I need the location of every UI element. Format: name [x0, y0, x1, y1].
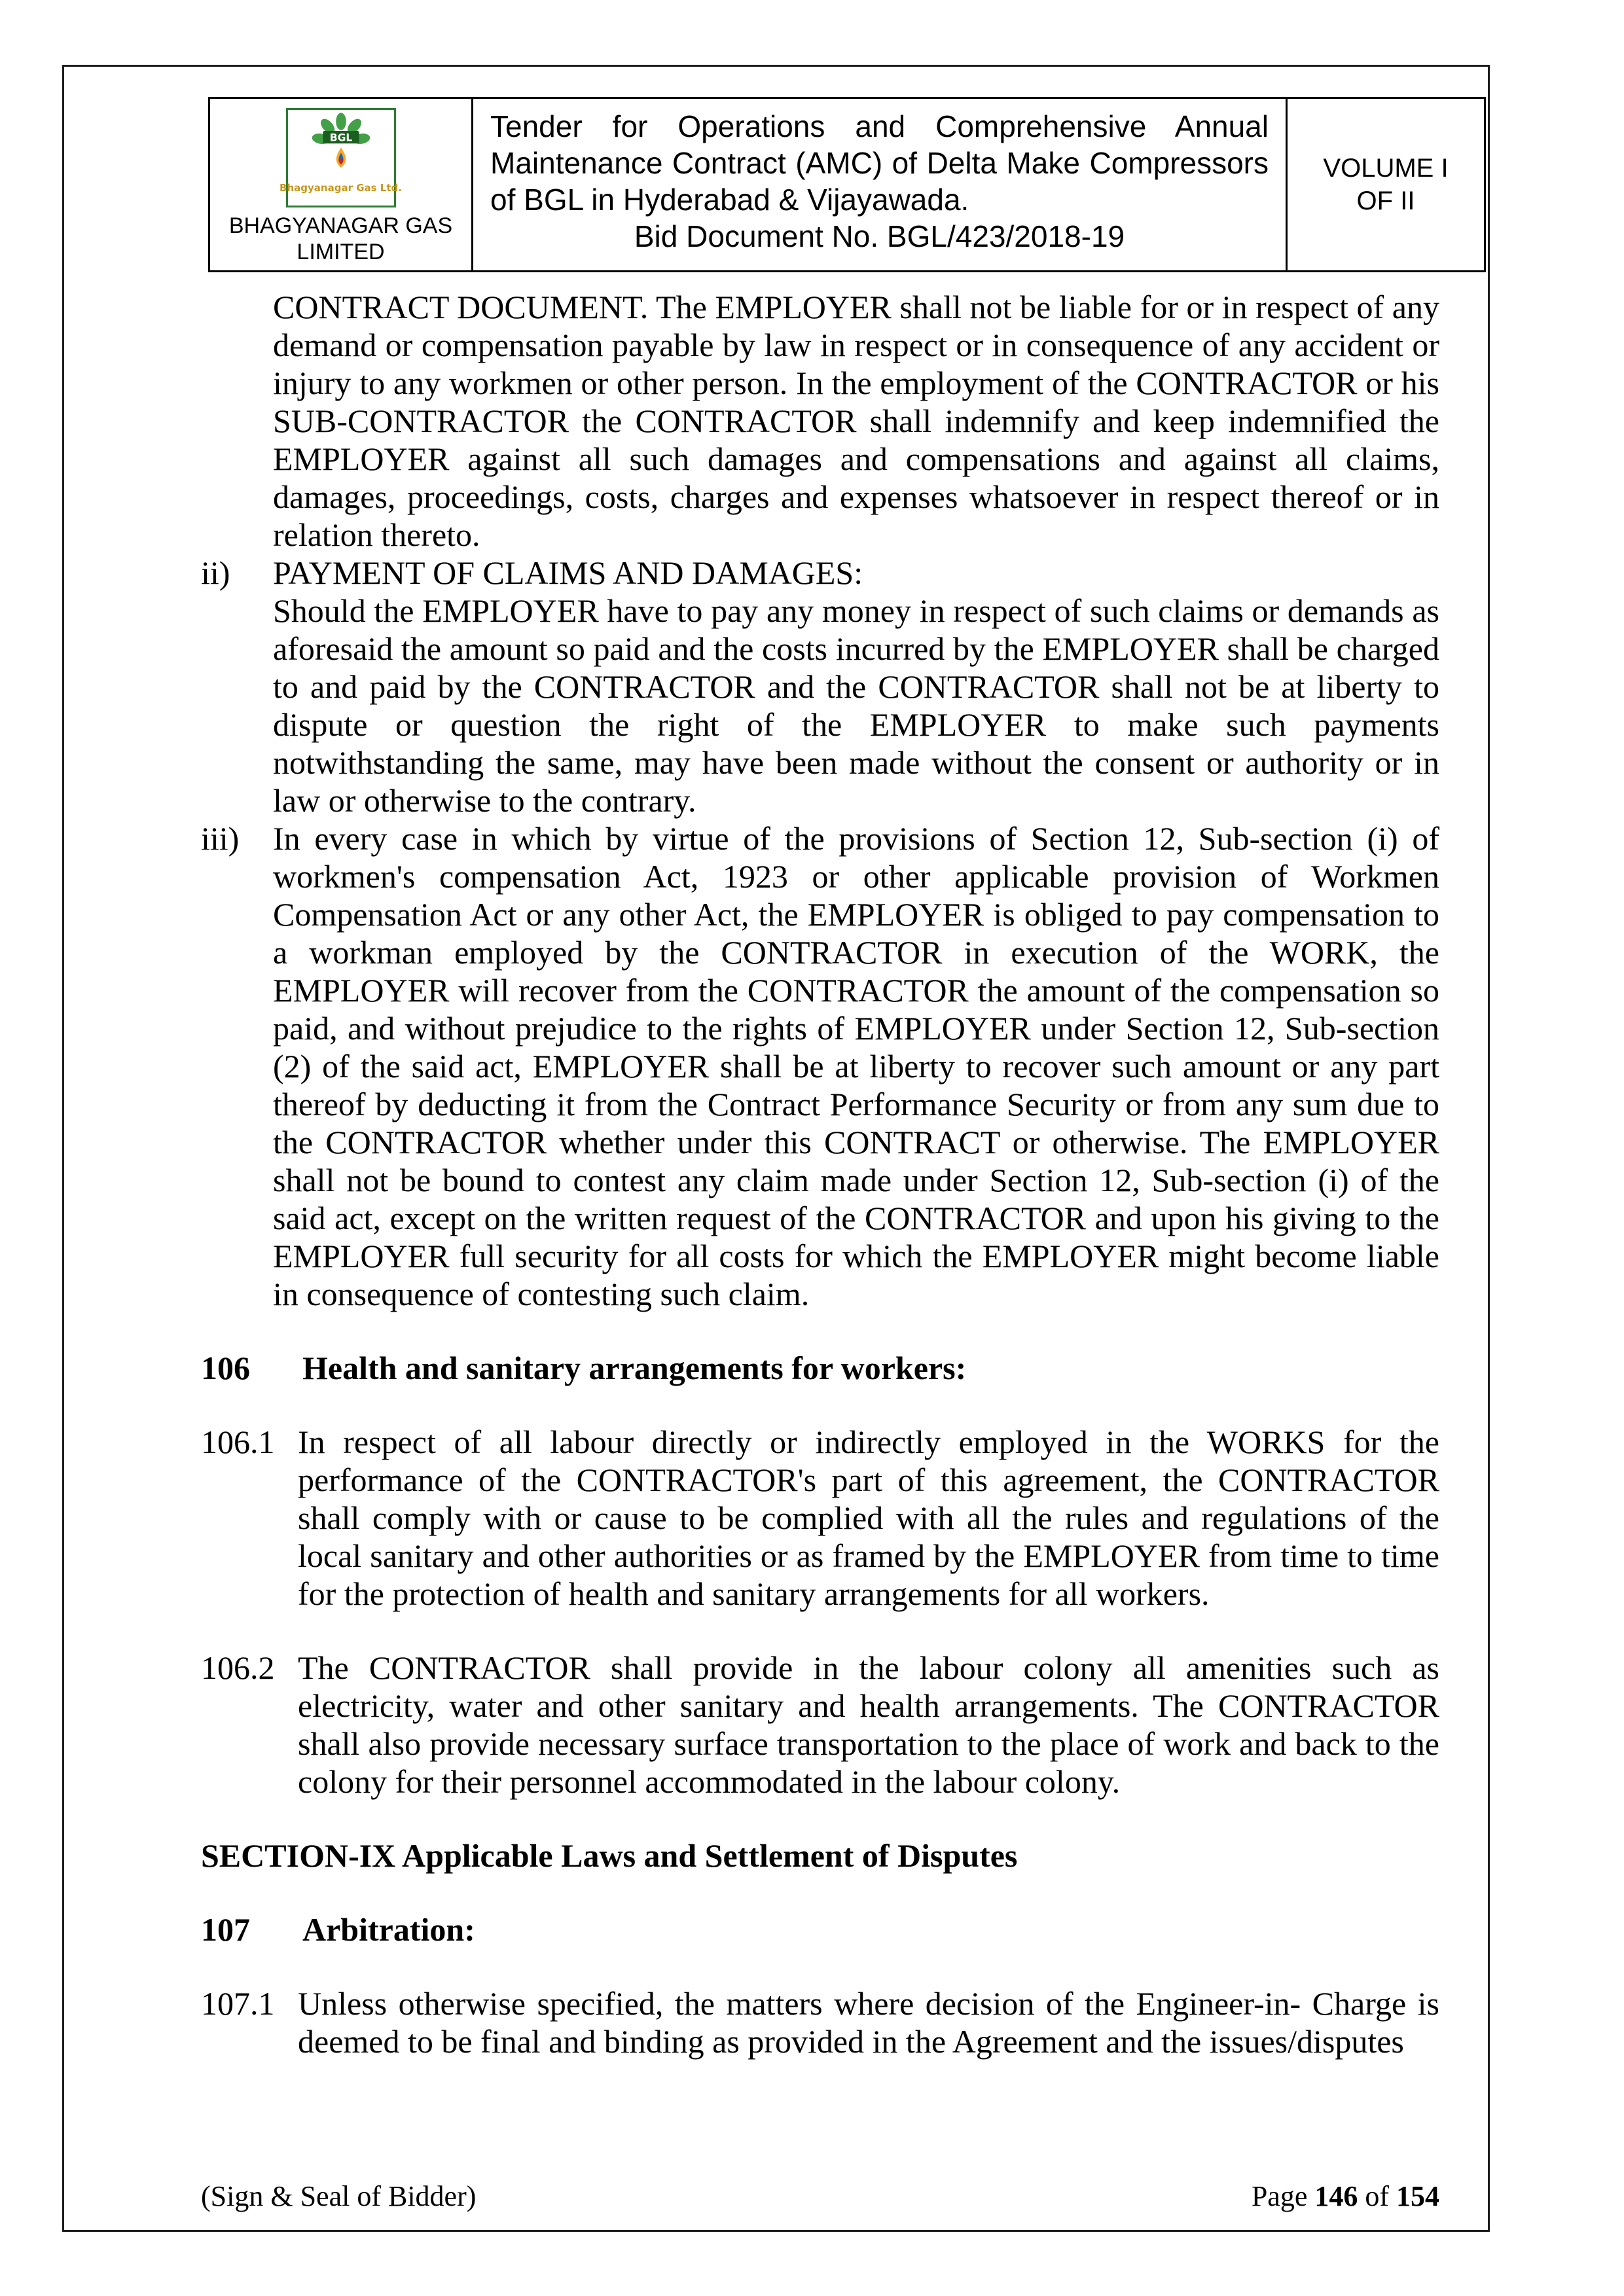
para-contract-document: CONTRACT DOCUMENT. The EMPLOYER shall not be liable for or in respect of any demand or compensation payable by law in respect or in consequence of any accident or injury to any workmen or other person. In the employment of the CONTRACTOR or his SUB-CONTRACTOR the CONTRACTOR shall indemnify and keep indemnified the EMPLOYER against all such damages and compensations and against all claims, damages, proceedings, costs, charges and expenses whatsoever in respect thereof or in relation thereto. [273, 289, 1439, 553]
volume-cell [1288, 99, 1484, 270]
heading-106-title: Health and sanitary arrangements for workers: [302, 1350, 967, 1386]
item-iii-label: iii) [201, 820, 240, 857]
page-total: 154 [1396, 2180, 1439, 2212]
item-ii [201, 554, 1439, 592]
item-106-1 [201, 1423, 1439, 1613]
heading-106-number: 106 [201, 1350, 250, 1386]
org-name [229, 213, 452, 265]
heading-107-number: 107 [201, 1911, 250, 1948]
page-word: Page [1251, 2180, 1315, 2212]
page-footer [201, 2179, 1439, 2214]
org-name-line1: BHAGYANAGAR GAS [228, 213, 453, 238]
logo-abbr: BGL [329, 132, 352, 144]
page-number [1252, 2179, 1439, 2214]
item-iii [201, 819, 1439, 1313]
logo-cell [210, 99, 473, 270]
volume-label-line2: OF II [1356, 187, 1415, 215]
item-106-1-label: 106.1 [201, 1424, 275, 1460]
item-ii-heading: PAYMENT OF CLAIMS AND DAMAGES: [273, 554, 863, 591]
heading-107-title: Arbitration: [302, 1911, 475, 1948]
document-body [201, 288, 1439, 2060]
org-name-line2: LIMITED [297, 240, 385, 264]
tender-title: Tender for Operations and Comprehensive Annual Maintenance Contract (AMC) of Delta Make Compressors of BGL in Hyderabad & Vijayawada. [490, 109, 1269, 217]
title-cell [473, 99, 1288, 270]
item-ii-label: ii) [201, 554, 230, 591]
item-106-2 [201, 1649, 1439, 1801]
logo-brand-text: Bhagyanagar Gas Ltd. [280, 182, 402, 194]
item-106-2-body: The CONTRACTOR shall provide in the labour colony all amenities such as electricity, water and other sanitary and health arrangements. The CONTRACTOR shall also provide necessary surface transportation to the place of work and back to the colony for their personnel accommodated in the labour colony. [298, 1649, 1439, 1800]
heading-106 [201, 1349, 1439, 1387]
header-table [208, 97, 1486, 272]
item-107-1-body: Unless otherwise specified, the matters where decision of the Engineer-in- Charge is deemed to be final and binding as provided in the Agreement and the issues/disputes [298, 1985, 1439, 2060]
bid-document-number: Bid Document No. BGL/423/2018-19 [634, 219, 1125, 253]
sign-seal-text: (Sign & Seal of Bidder) [201, 2180, 477, 2212]
item-iii-body: In every case in which by virtue of the provisions of Section 12, Sub-section (i) of workmen's compensation Act, 1923 or other applicable provision of Workmen Compensation Act or any other Act, the EMPLOYER is obliged to pay compensation to a workman employed by the CONTRACTOR in execution of the WORK, the EMPLOYER will recover from the CONTRACTOR the amount of the compensation so paid, and without prejudice to the rights of EMPLOYER under Section 12, Sub-section (2) of the said act, EMPLOYER shall be at liberty to recover such amount or any part thereof by deducting it from the Contract Performance Security or from any sum due to the CONTRACTOR whether under this CONTRACT or otherwise. The EMPLOYER shall not be bound to contest any claim made under Section 12, Sub-section (i) of the said act, except on the written request of the CONTRACTOR and upon his giving to the EMPLOYER full security for all costs for which the EMPLOYER might become liable in consequence of contesting such claim. [273, 820, 1439, 1312]
volume-label-line1: VOLUME I [1323, 154, 1449, 183]
heading-section-ix: SECTION-IX Applicable Laws and Settlement of Disputes [201, 1837, 1018, 1874]
of-word: of [1358, 2180, 1396, 2212]
company-logo [280, 108, 402, 207]
page-current: 146 [1314, 2180, 1358, 2212]
item-106-2-label: 106.2 [201, 1649, 275, 1686]
heading-107 [201, 1910, 1439, 1948]
bgl-flower-icon [302, 113, 380, 181]
para-payment-claims: Should the EMPLOYER have to pay any money in respect of such claims or demands as aforesaid the amount so paid and the costs incurred by the EMPLOYER shall be charged to and paid by the CONTRACTOR and the CONTRACTOR shall not be at liberty to dispute or question the right of the EMPLOYER to make such payments notwithstanding the same, may have been made without the consent or authority or in law or otherwise to the contrary. [273, 592, 1439, 819]
item-107-1 [201, 1984, 1439, 2060]
item-107-1-label: 107.1 [201, 1985, 275, 2022]
item-106-1-body: In respect of all labour directly or indirectly employed in the WORKS for the performance of the CONTRACTOR's part of this agreement, the CONTRACTOR shall comply with or cause to be complied with all the rules and regulations of the local sanitary and other authorities or as framed by the EMPLOYER from time to time for the protection of health and sanitary arrangements for all workers. [298, 1424, 1439, 1612]
gas-flame-core [338, 158, 343, 163]
